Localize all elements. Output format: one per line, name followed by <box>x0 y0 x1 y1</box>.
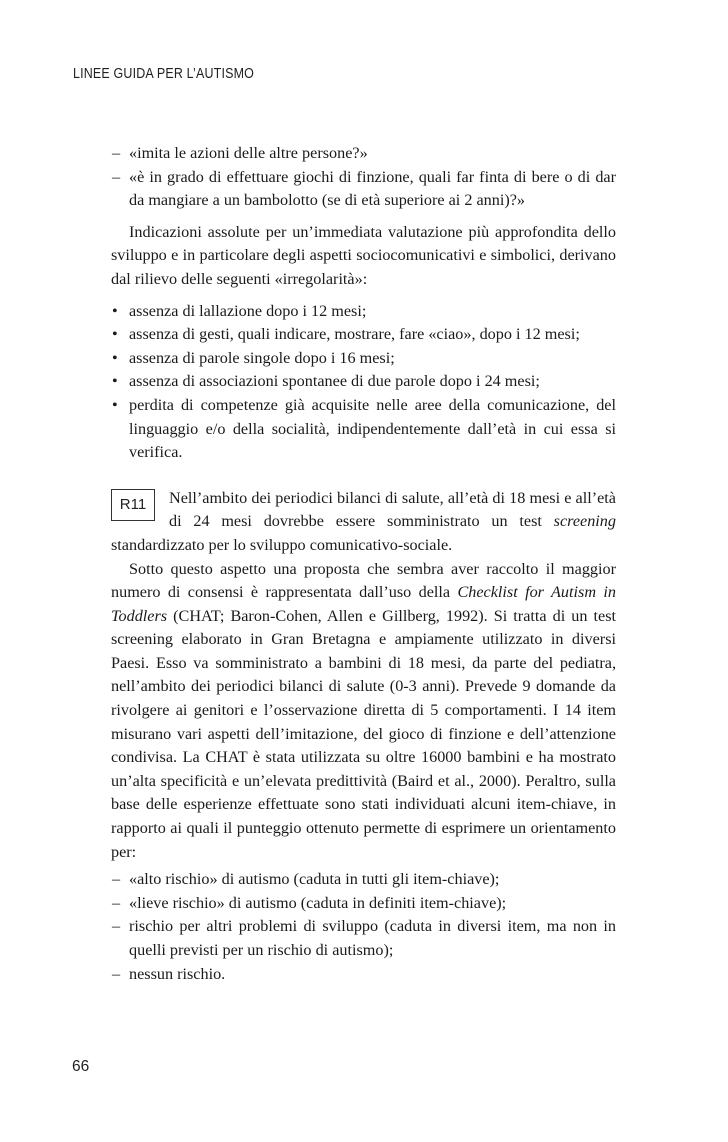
dash-marker: – <box>112 167 121 186</box>
bullet-text: perdita di competenze già acquisite nelle aree della comunicazione, del linguaggio e/o della socialità, indipendentemente dall’età in cui essa si verifica. <box>129 395 616 462</box>
running-header: LINEE GUIDA PER L’AUTISMO <box>73 66 255 82</box>
list-item-text: rischio per altri problemi di sviluppo (caduta in diversi item, ma non in quelli previsti per un rischio di autismo); <box>129 917 616 959</box>
recommendation-text-end: standardizzato per lo sviluppo comunicativo-sociale. <box>111 535 453 554</box>
dash-marker: – <box>112 917 121 936</box>
bullet-text: assenza di parole singole dopo i 16 mesi; <box>129 348 395 367</box>
dash-marker: – <box>112 870 121 889</box>
dash-marker: – <box>112 893 121 912</box>
dash-marker: – <box>112 144 121 162</box>
recommendation-italic: screening <box>553 512 616 531</box>
list-item <box>111 963 616 987</box>
bullet-marker: • <box>112 372 118 391</box>
list-item <box>111 166 616 213</box>
paragraph: Indicazioni assolute per un’immediata valutazione più approfondita dello sviluppo e in particolare degli aspetti sociocomunicativi e simbolici, derivano dal rilievo delle seguenti «irregolarità»: <box>111 222 616 288</box>
bullet-marker: • <box>112 325 118 344</box>
list-item-text: «alto rischio» di autismo (caduta in tutti gli item-chiave); <box>129 870 500 889</box>
checklist-title: Checklist for Autism in Toddlers <box>111 583 616 625</box>
paragraph-text: (CHAT; Baron-Cohen, Allen e Gillberg, 1992). Si tratta di un test screening elaborato in Gran Bretagna e ampiamente utilizzato in diversi Paesi. Esso va somministrato a bambini di 18 mesi, da parte del pediatra, nell’ambito dei periodici bilanci di salute (0-3 anni). Prevede 9 domande da rivolgere ai genitori e l’osservazione diretta di 5 comportamenti. I 14 item misurano vari aspetti dell’imitazione, del gioco di finzione e dell’attenzione condivisa. La CHAT è stata utilizzata su oltre 16000 bambini e ha mostrato un’alta specificità e un’elevata predittività (Baird et al., 2000). Peraltro, sulla base delle esperienze effettuate sono stati individuati alcuni item-chiave, in rapporto ai quali il punteggio ottenuto permette di esprimere un orientamento per: <box>111 606 616 861</box>
bullet-text: assenza di associazioni spontanee di due parole dopo i 24 mesi; <box>129 372 540 391</box>
bullet-marker: • <box>112 348 118 367</box>
dash-marker: – <box>112 964 121 983</box>
recommendation-text: Nell’ambito dei periodici bilanci di salute, all’età di 18 mesi e all’età di 24 mesi dovrebbe essere somministrato un test <box>169 488 616 531</box>
page-number: 66 <box>72 1058 90 1075</box>
bullet-text: assenza di gesti, quali indicare, mostrare, fare «ciao», dopo i 12 mesi; <box>129 325 580 344</box>
list-item <box>111 915 616 962</box>
list-item-text: «lieve rischio» di autismo (caduta in definiti item-chiave); <box>129 893 507 912</box>
list-item <box>111 142 616 166</box>
bullet-marker: • <box>112 301 118 320</box>
bullet-text: assenza di lallazione dopo i 12 mesi; <box>129 301 367 320</box>
list-item-text: «è in grado di effettuare giochi di finzione, quali far finta di bere o di dar da mangiare a un bambolotto (se di età superiore ai 2 anni)?» <box>129 167 616 210</box>
paragraph-chat <box>111 558 616 865</box>
bullet-item <box>111 300 616 324</box>
bullet-item <box>111 370 616 394</box>
list-item <box>111 868 616 892</box>
bullet-marker: • <box>112 395 118 414</box>
list-item-text: «imita le azioni delle altre persone?» <box>129 144 368 162</box>
recommendation-block <box>111 487 616 558</box>
paragraph-text: Sotto questo aspetto una proposta che sembra aver raccolto il maggior numero di consensi è rappresentata dall’uso della <box>111 559 616 602</box>
bullet-item <box>111 347 616 371</box>
list-item-text: nessun rischio. <box>129 964 226 983</box>
recommendation-label: R11 <box>111 489 155 521</box>
bullet-item <box>111 323 616 347</box>
list-item <box>111 892 616 916</box>
bullet-item <box>111 394 616 465</box>
page-body <box>111 142 616 986</box>
